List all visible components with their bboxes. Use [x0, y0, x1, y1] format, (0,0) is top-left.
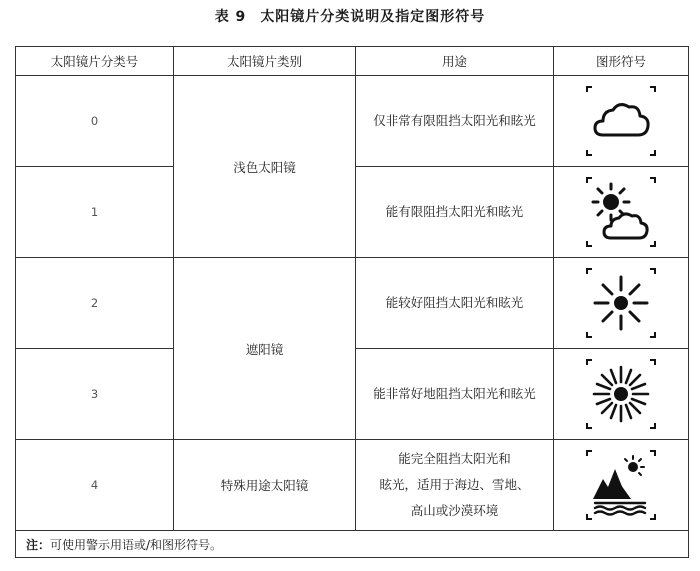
category-sunglare: 遮阳镜 — [174, 258, 356, 440]
use-cell: 能较好阻挡太阳光和眩光 — [356, 258, 554, 349]
use-cell: 能非常好地阻挡太阳光和眩光 — [356, 349, 554, 440]
header-category: 太阳镜片类别 — [174, 47, 356, 76]
note-label: 注： — [26, 537, 51, 552]
sun-behind-cloud-icon — [583, 174, 659, 250]
use-line: 能完全阻挡太阳光和 — [398, 451, 511, 466]
table-title: 太阳镜片分类说明及指定图形符号 — [260, 9, 486, 25]
category-number: 2 — [16, 258, 174, 349]
header-symbol: 图形符号 — [554, 47, 689, 76]
symbol-cell — [554, 167, 689, 258]
table-caption — [0, 6, 700, 26]
symbol-cell — [554, 258, 689, 349]
symbol-cell — [554, 440, 689, 531]
mountain-sun-sea-icon — [583, 447, 659, 523]
table-number: 表 9 — [214, 9, 247, 25]
use-cell — [356, 440, 554, 531]
sun-icon — [583, 265, 659, 341]
header-use: 用途 — [356, 47, 554, 76]
note-row — [16, 531, 689, 558]
category-number: 1 — [16, 167, 174, 258]
use-cell: 仅非常有限阻挡太阳光和眩光 — [356, 76, 554, 167]
category-light: 浅色太阳镜 — [174, 76, 356, 258]
note-cell — [16, 531, 689, 558]
category-number: 0 — [16, 76, 174, 167]
symbol-cell — [554, 76, 689, 167]
use-line: 眩光，适用于海边、雪地、 — [379, 477, 530, 492]
header-category-number: 太阳镜片分类号 — [16, 47, 174, 76]
header-row — [16, 47, 689, 76]
category-number: 3 — [16, 349, 174, 440]
cloud-icon — [583, 83, 659, 159]
sunglass-classification-table — [15, 46, 689, 558]
category-special: 特殊用途太阳镜 — [174, 440, 356, 531]
category-number: 4 — [16, 440, 174, 531]
strong-sun-icon — [583, 356, 659, 432]
use-cell: 能有限阻挡太阳光和眩光 — [356, 167, 554, 258]
table-row — [16, 76, 689, 167]
note-text: 可使用警示用语或/和图形符号。 — [50, 537, 223, 552]
table-row — [16, 258, 689, 349]
symbol-cell — [554, 349, 689, 440]
use-line: 高山或沙漠环境 — [410, 503, 499, 518]
table-row — [16, 440, 689, 531]
